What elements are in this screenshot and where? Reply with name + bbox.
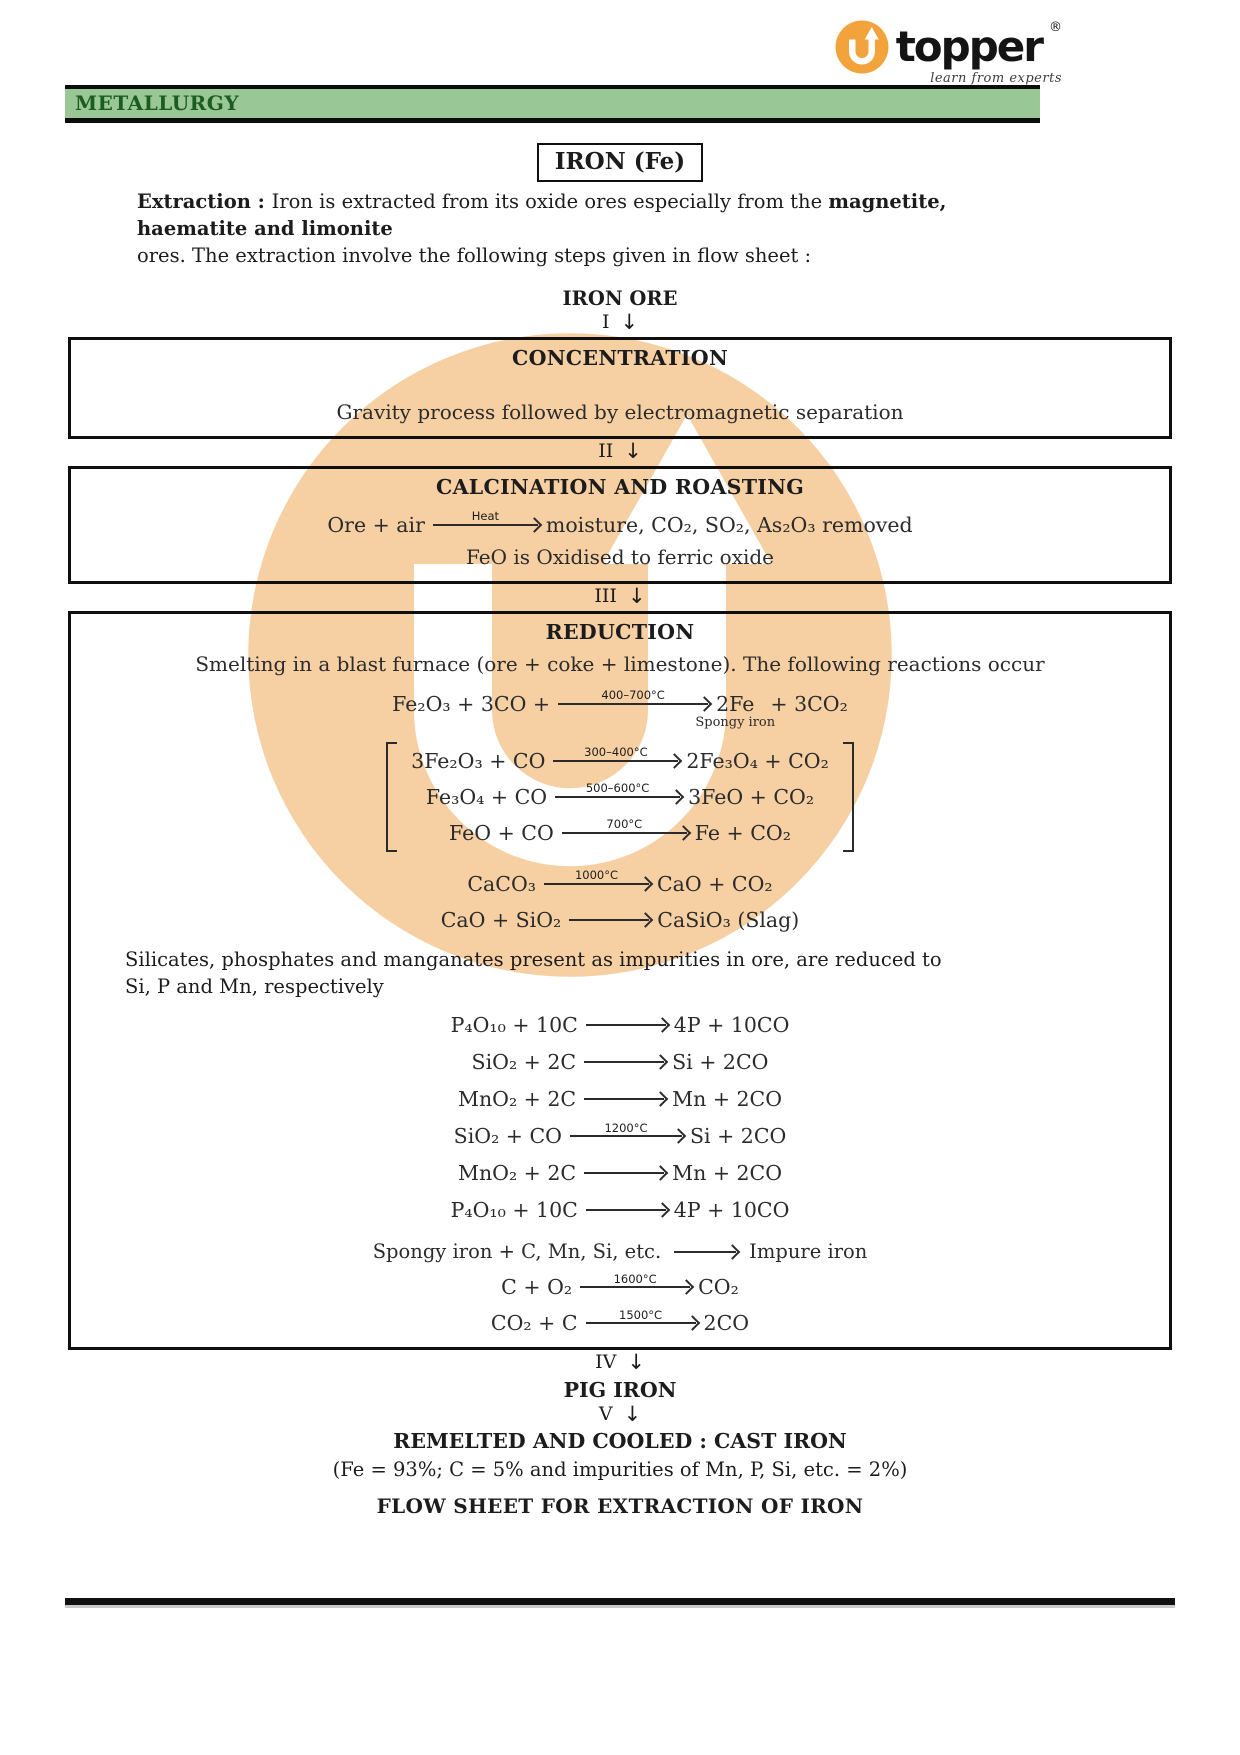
equation (83, 1161, 1157, 1185)
chem-lhs: SiO₂ + 2C (471, 1050, 577, 1075)
temp-label: 1000°C (574, 868, 619, 883)
chem-rhs: Si + 2CO (689, 1124, 787, 1149)
reaction-arrow (544, 868, 649, 885)
equation (411, 781, 829, 809)
reaction-arrow (586, 1024, 666, 1026)
temp-label: 1200°C (604, 1120, 648, 1135)
intro-line-1: Extraction : Iron is extracted from its oxide ores especially from the magnetite, haematite and limonite (137, 190, 947, 240)
product-note: Spongy iron (695, 714, 776, 730)
chem-lhs: CO₂ + C (490, 1311, 578, 1336)
equation (83, 908, 1157, 932)
equation (411, 745, 829, 773)
chem-rhs: 4P + 10CO (673, 1198, 790, 1223)
spongy-iron-equation (83, 1240, 1157, 1263)
temp-label: 300–400°C (584, 745, 648, 760)
chem-rhs: 2CO (703, 1311, 750, 1336)
cast-iron-label: REMELTED AND COOLED : CAST IRON (393, 1429, 847, 1454)
flow-source-label: IRON ORE (562, 286, 678, 310)
chem-lhs: Fe₃O₄ + CO (425, 784, 548, 809)
intro-label: Extraction : (137, 190, 272, 213)
calcination-box (68, 466, 1172, 584)
left-bracket (386, 742, 397, 852)
chapter-title: METALLURGY (75, 91, 240, 115)
main-reduction-equation (83, 688, 1157, 730)
flow-arrow-5 (0, 1402, 1240, 1429)
equation (83, 1271, 1157, 1300)
bottom-rule (65, 1598, 1175, 1605)
impurities-line-1: Silicates, phosphates and manganates present as impurities in ore, are reduced to (125, 947, 942, 971)
flow-arrow-2 (0, 439, 1240, 466)
bracketed-equations (83, 742, 1157, 852)
chem-lhs: SiO₂ + CO (453, 1124, 562, 1149)
logo-tagline: learn from experts (930, 71, 1062, 86)
pig-iron-label: PIG IRON (563, 1378, 677, 1403)
equation (83, 1013, 1157, 1037)
chem-lhs: CaCO₃ (467, 871, 536, 896)
flow-arrow-4 (0, 1350, 1240, 1377)
reaction-arrow (586, 1209, 666, 1211)
reduction-box (68, 611, 1172, 1351)
reaction-arrow (580, 1271, 690, 1288)
concentration-body: Gravity process followed by electromagnetic separation (336, 399, 904, 424)
reaction-arrow (555, 781, 680, 798)
reaction-arrow (584, 1098, 664, 1100)
chem-lhs: Fe₂O₃ + 3CO + (392, 691, 551, 716)
chem-rhs: CaSiO₃ (Slag) (657, 907, 800, 932)
temp-label: 1500°C (619, 1307, 663, 1322)
right-bracket (843, 742, 854, 852)
flow-arrow-3 (0, 584, 1240, 611)
chem-rhs: + 3CO₂ (770, 691, 848, 716)
step-numeral: I (601, 310, 610, 333)
chem-rhs: 4P + 10CO (673, 1013, 790, 1038)
intro-line-2: ores. The extraction involve the following steps given in flow sheet : (137, 243, 812, 267)
reaction-arrow (674, 1251, 736, 1253)
concentration-box (68, 337, 1172, 439)
chem-rhs: Fe + CO₂ (694, 820, 791, 845)
equation (83, 1050, 1157, 1074)
equation (83, 868, 1157, 896)
logo-wordmark: topper (895, 22, 1042, 71)
chem-lhs: P₄O₁₀ + 10C (450, 1198, 578, 1223)
chem-rhs: Mn + 2CO (672, 1087, 783, 1112)
calcination-equation (83, 509, 1157, 537)
utopper-logo (835, 20, 1062, 86)
temp-label: 700°C (606, 817, 643, 832)
reaction-arrow (558, 688, 708, 705)
reduction-intro: Smelting in a blast furnace (ore + coke + limestone). The following reactions occur (195, 651, 1045, 676)
temp-label: 400–700°C (601, 688, 665, 703)
chem-lhs: 3Fe₂O₃ + CO (411, 748, 546, 773)
down-arrow-icon: ↓ (627, 583, 646, 608)
bracket-rows (397, 742, 843, 852)
flow-arrow-1 (0, 310, 1240, 337)
chapter-header-bar (65, 85, 1040, 123)
reaction-arrow (586, 1307, 696, 1324)
chem-lhs: FeO + CO (449, 820, 554, 845)
reaction-arrow (584, 1172, 664, 1174)
step-numeral: V (598, 1403, 613, 1426)
equation (83, 1087, 1157, 1111)
chem-rhs: Impure iron (749, 1240, 868, 1264)
down-arrow-icon: ↓ (627, 1350, 645, 1375)
calcination-note: FeO is Oxidised to ferric oxide (465, 544, 775, 569)
chem-rhs: Mn + 2CO (672, 1161, 783, 1186)
equation (411, 817, 829, 845)
equation (83, 1120, 1157, 1149)
chem-rhs: 3FeO + CO₂ (688, 784, 815, 809)
chem-rhs: 2Fe₃O₄ + CO₂ (686, 748, 829, 773)
intro-paragraph (137, 189, 1052, 270)
impurities-line-2: Si, P and Mn, respectively (125, 975, 384, 999)
u-arrow-icon (835, 20, 889, 74)
flow-sheet-caption: FLOW SHEET FOR EXTRACTION OF IRON (376, 1494, 864, 1519)
reduction-title: REDUCTION (545, 619, 695, 644)
reaction-arrow (584, 1061, 664, 1063)
temp-label: Heat (471, 509, 500, 524)
page-title: IRON (Fe) (537, 143, 703, 182)
reaction-arrow (569, 919, 649, 921)
reaction-arrow (553, 745, 678, 762)
intro-bold-ores: magnetite, haematite and limonite (137, 190, 947, 240)
temp-label: 1600°C (613, 1271, 657, 1286)
step-numeral: IV (595, 1351, 617, 1374)
reaction-arrow (562, 817, 687, 834)
chem-lhs: Spongy iron + C, Mn, Si, etc. (372, 1240, 662, 1264)
chem-product: 2Fe Spongy iron (695, 691, 776, 730)
temp-label: 500–600°C (585, 781, 650, 796)
impurities-text (125, 946, 1137, 1001)
calcination-title: CALCINATION AND ROASTING (435, 474, 805, 499)
chem-lhs: P₄O₁₀ + 10C (450, 1013, 578, 1038)
down-arrow-icon: ↓ (624, 438, 642, 463)
cast-iron-composition: (Fe = 93%; C = 5% and impurities of Mn, P, Si, etc. = 2%) (332, 1458, 908, 1482)
down-arrow-icon: ↓ (623, 1402, 642, 1427)
chem-lhs: MnO₂ + 2C (457, 1161, 577, 1186)
chem-rhs: moisture, CO₂, SO₂, As₂O₃ removed (545, 512, 913, 537)
chem-rhs: CO₂ (698, 1275, 739, 1300)
chem-rhs: Si + 2CO (672, 1050, 769, 1075)
reaction-arrow (433, 509, 538, 526)
chem-lhs: CaO + SiO₂ (440, 907, 562, 932)
concentration-title: CONCENTRATION (511, 345, 728, 370)
chem-lhs: Ore + air (327, 512, 425, 537)
step-numeral: II (598, 439, 614, 462)
equation (83, 1198, 1157, 1222)
reaction-arrow (570, 1120, 682, 1137)
logo-row (835, 20, 1062, 74)
registered-mark: ® (1049, 20, 1062, 35)
step-numeral: III (594, 584, 617, 607)
equation (83, 1307, 1157, 1336)
chem-lhs: MnO₂ + 2C (457, 1087, 577, 1112)
down-arrow-icon: ↓ (620, 309, 639, 334)
chem-lhs: C + O₂ (501, 1275, 573, 1300)
chem-rhs: CaO + CO₂ (656, 871, 773, 896)
